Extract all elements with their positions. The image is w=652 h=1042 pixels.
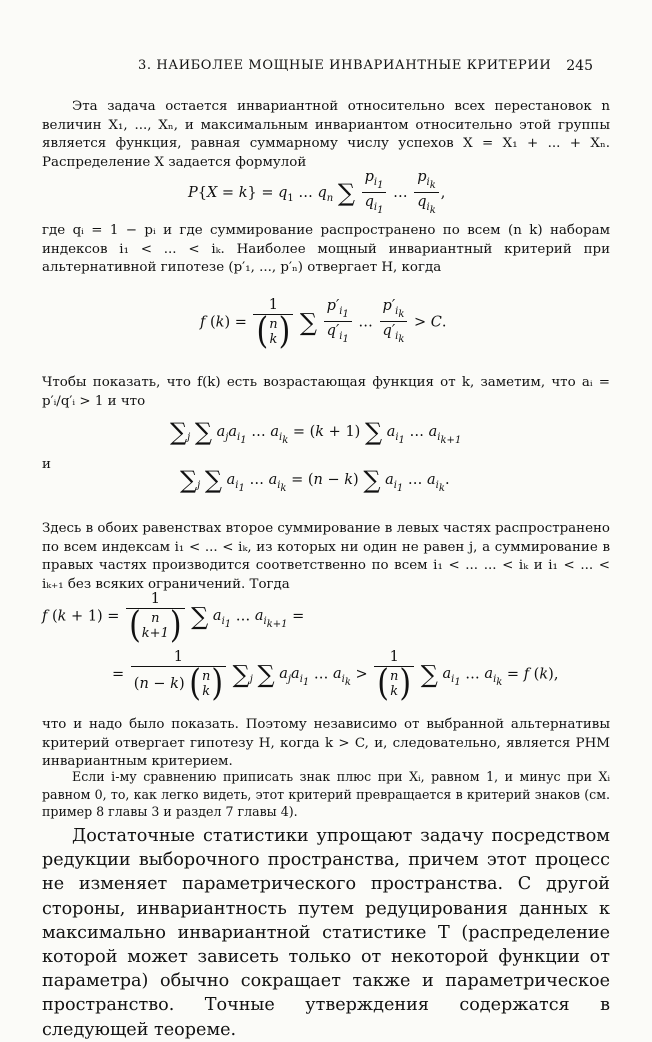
formula-f-k-plus-1: f (k + 1) = 1 ( n k+1) ∑ $a_{i_1}$ … $a_{i_{k+1}}$ = — [42, 591, 305, 646]
formula-identity-1: $\sum_j$ ∑ $a_ja_{i_1}$ … $a_{i_k} = (k + 1)$ ∑ $a_{i_1}$ … $a_{i_{k+1}}$ — [170, 418, 462, 446]
paragraph-7: Достаточные статистики упрощают задачу посредством редукции выборочного пространства, причем этот процесс не изменяет параметрического пространства. С другой стороны, инвариантность путем редуцирования данных к максимально инвариантной статистике T (распределение которой может зависеть только от некоторой функции от параметра) обычно сокращает также и параметрическое пространство. Точные утверждения содержатся в следующей теореме. — [42, 826, 610, 1040]
formula-f-k: f (k) = 1 (n k) ∑ $\frac{p'_{i_1}}{q'_{i_1}}$ … $\frac{p'_{i_k}}{q'_{i_k}}$ > C. — [200, 297, 447, 352]
formula-distribution: $P\{X = k\} = q_1$ … $q_n$ ∑ $\frac{p_{i_1}}{q_{i_1}}$ … $\frac{p_{i_k}}{q_{i_k}}$ , — [188, 169, 446, 216]
paragraph-1: Эта задача остается инвариантной относительно всех перестановок n величин X₁, ..., Xₙ, и максимальным инвариантом относительно этой группы является функция, равная суммарному числу успехов X = X₁ + ... + Xₙ. Распределение X задается формулой — [42, 99, 610, 170]
paragraph-6: Если i-му сравнению приписать знак плюс при Xᵢ, равном 1, и минус при Xᵢ равном 0, то, как легко видеть, этот критерий превращается в критерий знаков (см. пример 8 главы 3 и раздел 7 главы 4). — [42, 769, 610, 820]
conjunction-and: и — [42, 457, 51, 472]
paragraph-4: Здесь в обоих равенствах второе суммирование в левых частях распространено по всем индексам i₁ < ... < iₖ, из которых ни один не равен j, а суммирование в правых частях производится соответственно по всем i₁ < ... ... < iₖ и i₁ < ... < iₖ₊₁ без всяких ограничений. Тогда — [42, 521, 610, 592]
section-title: 3. НАИБОЛЕЕ МОЩНЫЕ ИНВАРИАНТНЫЕ КРИТЕРИИ — [138, 58, 552, 73]
paragraph-3: Чтобы показать, что f(k) есть возрастающая функция от k, заметим, что aᵢ = p′ᵢ/q′ᵢ > 1 и что — [42, 375, 610, 409]
paragraph-5: что и надо было показать. Поэтому независимо от выбранной альтернативы критерий отвергает гипотезу H, когда k > C, и, следовательно, является PHM инвариантным критерием. — [42, 717, 610, 770]
formula-identity-2: $\sum_j$ ∑ $a_{i_1}$ … $a_{i_k} = (n - k)$ ∑ $a_{i_1}$ … $a_{i_k}$. — [180, 466, 450, 494]
page-number: 245 — [566, 58, 593, 74]
running-header — [138, 58, 593, 73]
formula-conclusion: = 1 (n − k) (n k) $\sum_j$ ∑ $a_ja_{i_1}$ … $a_{i_k}$ > 1 (n k) ∑ $a_{i_1}$ … $a_{i_k} = f$ (k), — [112, 649, 559, 704]
paragraph-2: где qᵢ = 1 − pᵢ и где суммирование распространено по всем (n k) наборам индексов i₁ < ... < iₖ. Наиболее мощный инвариантный критерий при альтернативной гипотезе (p′₁, ..., p′ₙ) отвергает H, когда — [42, 223, 610, 276]
